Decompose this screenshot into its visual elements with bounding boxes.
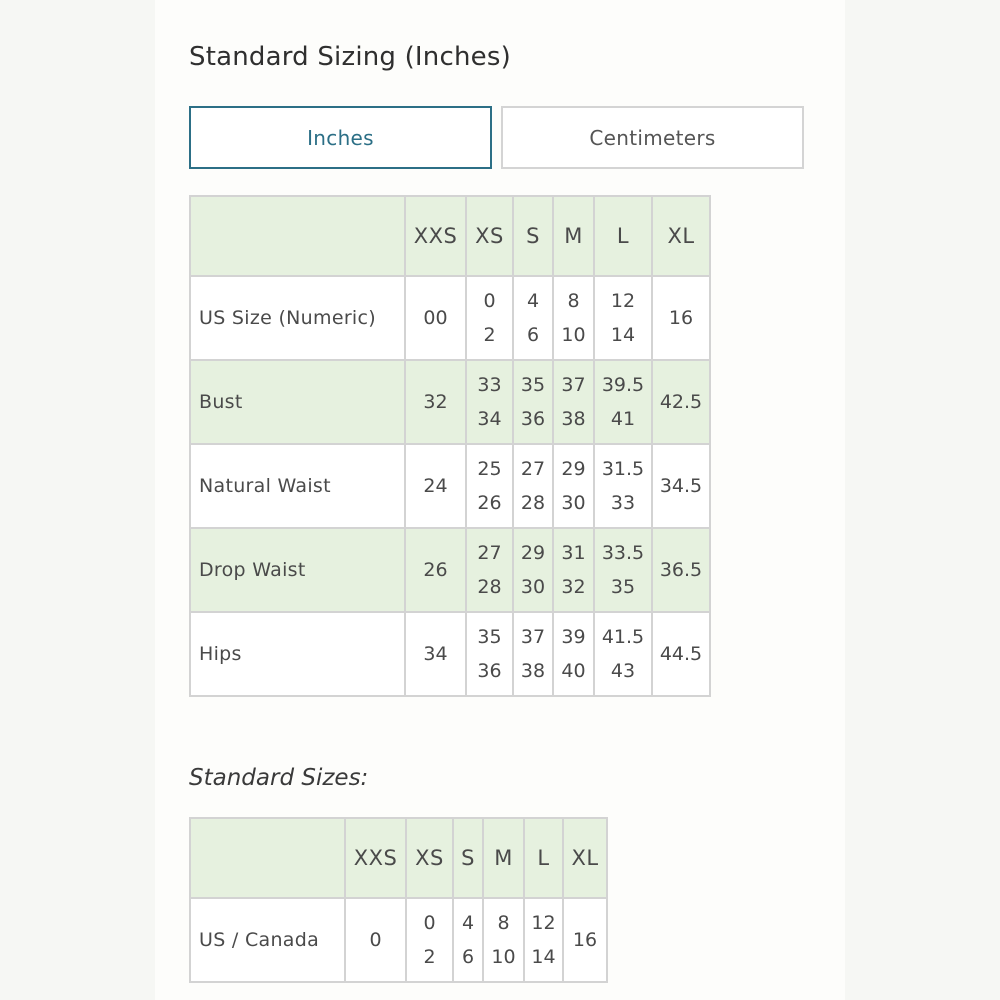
table-cell xyxy=(405,276,466,360)
cell-value: 28 xyxy=(520,492,546,514)
table-row xyxy=(190,276,710,360)
cell-value: 41 xyxy=(610,408,636,430)
table-cell xyxy=(466,276,513,360)
cell-value: 28 xyxy=(477,576,502,598)
table-cell xyxy=(652,528,710,612)
table-cell xyxy=(652,360,710,444)
table-cell xyxy=(594,612,652,696)
cell-value: 40 xyxy=(561,660,586,682)
table-cell xyxy=(594,360,652,444)
cell-value: 12 xyxy=(531,912,556,934)
table-header-row xyxy=(190,196,710,276)
row-label: Drop Waist xyxy=(190,528,405,612)
cell-value: 16 xyxy=(668,307,694,329)
table-cell xyxy=(652,444,710,528)
table-row xyxy=(190,612,710,696)
cell-value: 32 xyxy=(561,576,586,598)
cell-value: 0 xyxy=(369,929,382,951)
cell-value: 4 xyxy=(461,912,475,934)
cell-value: 39 xyxy=(561,626,586,648)
cell-value: 33.5 xyxy=(601,542,645,564)
table-cell xyxy=(513,276,553,360)
header-size: XL xyxy=(652,196,710,276)
cell-value: 0 xyxy=(483,290,496,312)
table-cell xyxy=(553,444,594,528)
cell-value: 37 xyxy=(520,626,546,648)
cell-value: 31 xyxy=(561,542,586,564)
table-cell xyxy=(466,360,513,444)
table-cell xyxy=(513,360,553,444)
cell-value: 26 xyxy=(477,492,502,514)
header-size: XXS xyxy=(345,818,406,898)
table-row xyxy=(190,528,710,612)
cell-value: 8 xyxy=(567,290,580,312)
header-blank xyxy=(190,818,345,898)
cell-value: 31.5 xyxy=(601,458,645,480)
table-row xyxy=(190,898,607,982)
cell-value: 38 xyxy=(520,660,546,682)
row-label: Bust xyxy=(190,360,405,444)
table-cell xyxy=(453,898,483,982)
header-size: M xyxy=(553,196,594,276)
table-cell xyxy=(553,612,594,696)
cell-value: 34 xyxy=(423,643,448,665)
header-size: L xyxy=(594,196,652,276)
cell-value: 35 xyxy=(477,626,502,648)
header-size: XS xyxy=(466,196,513,276)
cell-value: 32 xyxy=(423,391,448,413)
table-cell xyxy=(466,444,513,528)
cell-value: 8 xyxy=(497,912,510,934)
table-cell xyxy=(524,898,563,982)
header-size: L xyxy=(524,818,563,898)
row-label: US Size (Numeric) xyxy=(190,276,405,360)
cell-value: 36 xyxy=(520,408,546,430)
cell-value: 33 xyxy=(477,374,502,396)
cell-value: 2 xyxy=(423,946,436,968)
cell-value: 6 xyxy=(526,324,540,346)
table-cell xyxy=(513,444,553,528)
cell-value: 35 xyxy=(520,374,546,396)
cell-value: 41.5 xyxy=(601,626,645,648)
cell-value: 10 xyxy=(491,946,516,968)
header-size: XL xyxy=(563,818,607,898)
table-header-row xyxy=(190,818,607,898)
cell-value: 36 xyxy=(477,660,502,682)
cell-value: 27 xyxy=(477,542,502,564)
header-size: XS xyxy=(406,818,453,898)
cell-value: 10 xyxy=(561,324,586,346)
table-cell xyxy=(553,528,594,612)
standard-sizes-table xyxy=(189,817,608,983)
cell-value: 2 xyxy=(483,324,496,346)
cell-value: 30 xyxy=(561,492,586,514)
table-cell xyxy=(405,612,466,696)
cell-value: 0 xyxy=(423,912,436,934)
table-cell xyxy=(405,444,466,528)
table-cell xyxy=(405,360,466,444)
table-cell xyxy=(563,898,607,982)
cell-value: 4 xyxy=(526,290,540,312)
cell-value: 00 xyxy=(423,307,448,329)
cell-value: 34.5 xyxy=(659,475,703,497)
cell-value: 30 xyxy=(520,576,546,598)
table-cell xyxy=(405,528,466,612)
header-size: S xyxy=(513,196,553,276)
cell-value: 35 xyxy=(610,576,636,598)
row-label: US / Canada xyxy=(190,898,345,982)
cell-value: 33 xyxy=(610,492,636,514)
cell-value: 36.5 xyxy=(659,559,703,581)
page-title: Standard Sizing (Inches) xyxy=(189,42,511,72)
table-cell xyxy=(652,612,710,696)
cell-value: 44.5 xyxy=(659,643,703,665)
table-cell xyxy=(652,276,710,360)
cell-value: 42.5 xyxy=(659,391,703,413)
row-label: Natural Waist xyxy=(190,444,405,528)
table-cell xyxy=(466,528,513,612)
table-cell xyxy=(513,528,553,612)
table-cell xyxy=(345,898,406,982)
tab-centimeters[interactable]: Centimeters xyxy=(501,106,804,169)
cell-value: 26 xyxy=(423,559,448,581)
table-row xyxy=(190,444,710,528)
header-size: XXS xyxy=(405,196,466,276)
table-cell xyxy=(553,276,594,360)
table-cell xyxy=(483,898,524,982)
header-blank xyxy=(190,196,405,276)
table-cell xyxy=(594,444,652,528)
cell-value: 39.5 xyxy=(601,374,645,396)
unit-tabs xyxy=(189,106,804,170)
cell-value: 29 xyxy=(561,458,586,480)
standard-sizes-title: Standard Sizes: xyxy=(189,765,369,791)
cell-value: 34 xyxy=(477,408,502,430)
table-cell xyxy=(594,276,652,360)
cell-value: 43 xyxy=(610,660,636,682)
cell-value: 14 xyxy=(610,324,636,346)
cell-value: 27 xyxy=(520,458,546,480)
table-cell xyxy=(553,360,594,444)
cell-value: 16 xyxy=(572,929,598,951)
cell-value: 37 xyxy=(561,374,586,396)
tab-inches[interactable]: Inches xyxy=(189,106,492,169)
header-size: M xyxy=(483,818,524,898)
cell-value: 38 xyxy=(561,408,586,430)
size-chart-table xyxy=(189,195,711,697)
header-size: S xyxy=(453,818,483,898)
cell-value: 12 xyxy=(610,290,636,312)
cell-value: 14 xyxy=(531,946,556,968)
table-cell xyxy=(594,528,652,612)
cell-value: 29 xyxy=(520,542,546,564)
table-row xyxy=(190,360,710,444)
cell-value: 24 xyxy=(423,475,448,497)
table-cell xyxy=(466,612,513,696)
cell-value: 25 xyxy=(477,458,502,480)
table-cell xyxy=(513,612,553,696)
row-label: Hips xyxy=(190,612,405,696)
table-cell xyxy=(406,898,453,982)
cell-value: 6 xyxy=(461,946,475,968)
